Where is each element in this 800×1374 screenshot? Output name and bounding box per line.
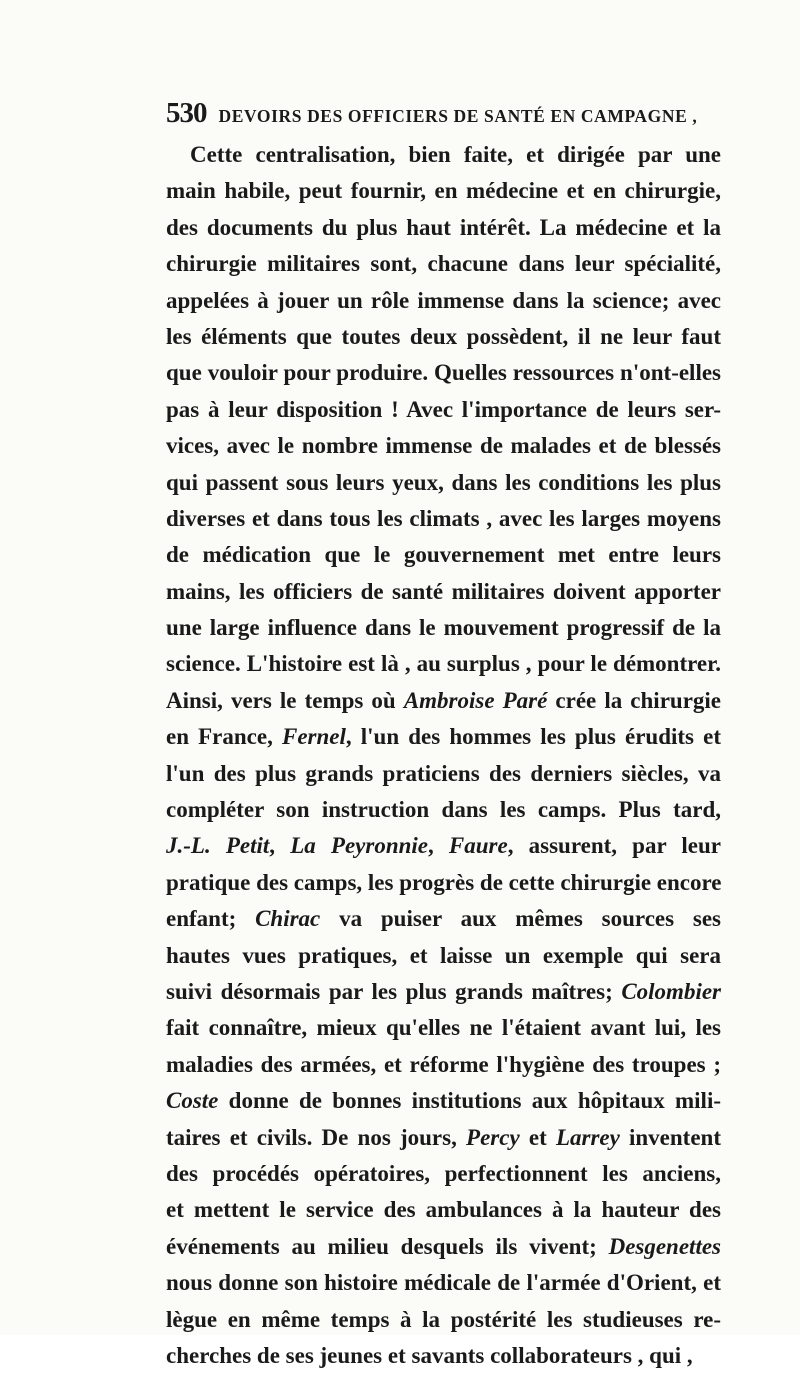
text-line (166, 1047, 721, 1083)
text-segment: vices, avec le nombre immense de malades et de blessés (166, 433, 721, 459)
text-segment: donne de bonnes institutions aux hôpitaux mili- (218, 1088, 721, 1114)
running-head: DEVOIRS DES OFFICIERS DE SANTÉ EN CAMPAGNE , (218, 106, 698, 126)
text-line (166, 428, 721, 464)
text-line (166, 501, 721, 537)
text-segment: suivi désormais par les plus grands maîtres; (166, 978, 622, 1004)
text-line (166, 173, 721, 209)
text-segment: nous donne son histoire médicale de l'armée d'Orient, et (166, 1270, 721, 1296)
text-segment: les éléments que toutes deux possèdent, il ne leur faut (166, 323, 721, 349)
text-segment: l'un des plus grands praticiens des derniers siècles, va (166, 760, 721, 786)
person-name: Percy (466, 1124, 520, 1150)
text-segment: pas à leur disposition ! Avec l'importance de leurs ser- (166, 396, 721, 422)
text-line (166, 1083, 721, 1119)
text-line (166, 1338, 721, 1374)
text-segment: Cette centralisation, bien faite, et dirigée par une (190, 142, 721, 167)
text-line (166, 246, 721, 282)
text-segment: mains, les officiers de santé militaires doivent apporter (166, 578, 721, 604)
text-segment: de médication que le gouvernement met entre leurs (166, 542, 721, 568)
text-segment: fait connaître, mieux qu'elles ne l'étaient avant lui, les (166, 1015, 721, 1041)
person-name: Faure (448, 833, 508, 859)
text-line (166, 1010, 721, 1046)
text-line (166, 938, 721, 974)
text-line (166, 828, 721, 864)
person-name: Fernel (281, 724, 346, 750)
text-segment: crée la chirurgie (547, 687, 721, 713)
text-segment: science. L'histoire est là , au surplus , pour le démontrer. (166, 651, 721, 677)
person-name: Coste (166, 1088, 219, 1114)
text-line (166, 719, 721, 755)
text-line (166, 319, 721, 355)
text-segment: hautes vues pratiques, et laisse un exemple qui sera (166, 942, 721, 968)
text-segment: , (428, 833, 449, 859)
text-segment: une large influence dans le mouvement progressif de la (166, 615, 721, 641)
text-segment: qui passent sous leurs yeux, dans les conditions les plus (166, 469, 721, 495)
text-segment: appelées à jouer un rôle immense dans la science; avec (166, 287, 721, 313)
text-line (166, 792, 721, 828)
text-line (166, 355, 721, 391)
page-header (166, 97, 726, 131)
person-name: Chirac (255, 906, 321, 932)
text-segment: maladies des armées, et réforme l'hygiène des troupes ; (166, 1051, 721, 1077)
text-line (166, 865, 721, 901)
text-line (166, 756, 721, 792)
text-segment: que vouloir pour produire. Quelles ressources n'ont-elles (166, 360, 721, 386)
text-segment: diverses et dans tous les climats , avec les larges moyens (166, 505, 721, 531)
text-line (166, 574, 721, 610)
text-line (166, 974, 721, 1010)
text-segment: Ainsi, vers le temps où (166, 687, 404, 713)
text-segment: pratique des camps, les progrès de cette chirurgie encore (166, 869, 722, 895)
text-segment: compléter son instruction dans les camps. Plus tard, (166, 797, 721, 823)
text-line (166, 683, 721, 719)
page-number: 530 (166, 97, 207, 129)
text-segment: chirurgie militaires sont, chacune dans leur spécialité, (166, 251, 721, 277)
text-segment: lègue en même temps à la postérité les studieuses re- (166, 1306, 721, 1332)
text-line (166, 1120, 721, 1156)
text-line (166, 646, 721, 682)
text-line (166, 283, 721, 319)
person-name: Ambroise Paré (403, 687, 548, 713)
text-segment: en France, (166, 724, 282, 750)
text-segment: va puiser aux mêmes sources ses (320, 906, 721, 932)
text-segment: taires et civils. De nos jours, (166, 1124, 467, 1150)
body-text (166, 137, 721, 1374)
text-line (166, 137, 721, 173)
text-segment: , assurent, par leur (507, 833, 722, 859)
text-line (166, 1265, 721, 1301)
text-segment: cherches de ses jeunes et savants collaborateurs , qui , (166, 1342, 693, 1368)
text-line (166, 465, 721, 501)
text-line (166, 1302, 721, 1338)
text-line (166, 537, 721, 573)
text-line (166, 392, 721, 428)
text-segment: , (269, 833, 291, 859)
text-segment: main habile, peut fournir, en médecine et en chirurgie, (166, 178, 721, 204)
text-line (166, 210, 721, 246)
text-line (166, 1229, 721, 1265)
text-line (166, 610, 721, 646)
text-segment: et mettent le service des ambulances à la hauteur des (166, 1197, 721, 1223)
text-segment: des documents du plus haut intérêt. La médecine et la (166, 214, 721, 240)
text-line (166, 1192, 721, 1228)
text-segment: enfant; (166, 906, 256, 932)
person-name: Colombier (621, 978, 721, 1004)
text-segment: , l'un des hommes les plus érudits et (345, 724, 721, 750)
person-name: Desgenettes (608, 1233, 721, 1259)
person-name: Larrey (555, 1124, 620, 1150)
text-segment: inventent (619, 1124, 722, 1150)
text-line (166, 901, 721, 937)
person-name: J.-L. Petit (166, 833, 270, 859)
text-segment: des procédés opératoires, perfectionnent les anciens, (166, 1160, 721, 1186)
text-segment: et (519, 1124, 556, 1150)
person-name: La Peyronnie (290, 833, 429, 859)
text-segment: événements au milieu desquels ils vivent; (166, 1233, 609, 1259)
text-line (166, 1156, 721, 1192)
